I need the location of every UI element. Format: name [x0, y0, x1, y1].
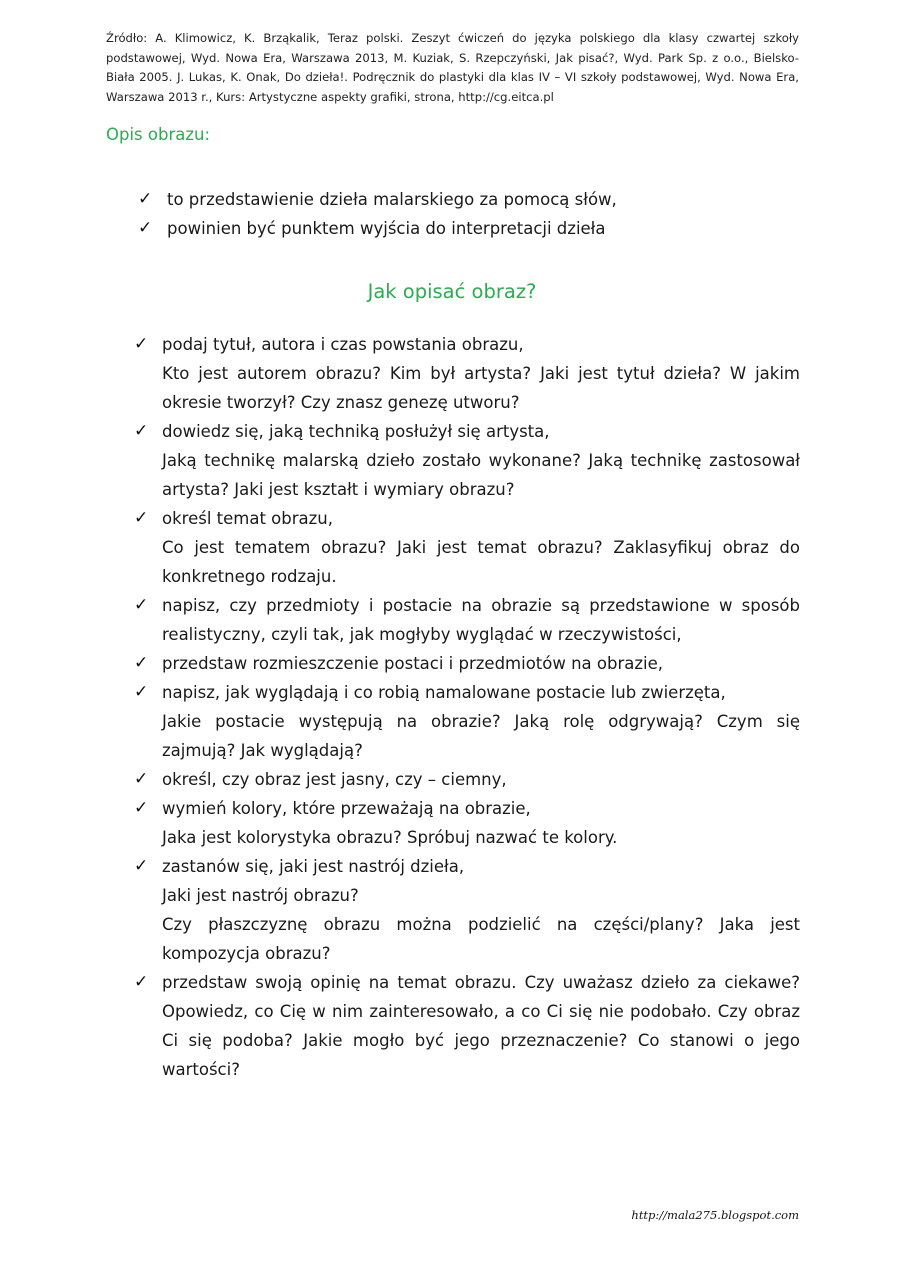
item-main-text: określ, czy obraz jest jasny, czy – ciemny, — [162, 770, 507, 789]
item-question-text: Co jest tematem obrazu? Jaki jest temat obrazu? Zaklasyfikuj obraz do konkretnego rodzaju. — [162, 538, 800, 586]
checkmark-icon: ✓ — [134, 682, 149, 702]
item-main-text: dowiedz się, jaką techniką posłużył się artysta, — [162, 422, 550, 441]
item-main-text: napisz, czy przedmioty i postacie na obrazie są przedstawione w sposób realistyczny, czyli tak, jak mogłyby wyglądać w rzeczywistości, — [162, 596, 800, 644]
instruction-list — [134, 330, 800, 1084]
checkmark-icon: ✓ — [134, 508, 149, 528]
item-question-text: Jaką technikę malarską dzieło zostało wykonane? Jaką technikę zastosował artysta? Jaki jest kształt i wymiary obrazu? — [162, 451, 800, 499]
item-main-text: przedstaw swoją opinię na temat obrazu. Czy uważasz dzieło za ciekawe? Opowiedz, co Cię w nim zainteresowało, a co Ci się nie podobało. Czy obraz Ci się podoba? Jakie mogło być jego przeznaczenie? Co stanowi o jego wartości? — [162, 973, 800, 1079]
item-main-text: wymień kolory, które przeważają na obrazie, — [162, 799, 531, 818]
item-main-text: podaj tytuł, autora i czas powstania obrazu, — [162, 335, 524, 354]
intro-item-text: powinien być punktem wyjścia do interpretacji dzieła — [167, 219, 606, 238]
checkmark-icon: ✓ — [134, 421, 149, 441]
list-item — [134, 330, 800, 417]
intro-item-text: to przedstawienie dzieła malarskiego za pomocą słów, — [167, 190, 617, 209]
checkmark-icon: ✓ — [134, 972, 149, 992]
blog-link[interactable]: http://mala275.blogspot.com — [631, 1208, 799, 1222]
item-question-text: Jaka jest kolorystyka obrazu? Spróbuj nazwać te kolory. — [162, 828, 618, 847]
item-question-text: Jakie postacie występują na obrazie? Jaką rolę odgrywają? Czym się zajmują? Jak wyglądają? — [162, 712, 800, 760]
list-item — [134, 504, 800, 591]
intro-item — [138, 185, 818, 214]
intro-list — [138, 185, 818, 243]
opis-heading: Opis obrazu: — [106, 125, 211, 144]
item-main-text: przedstaw rozmieszczenie postaci i przedmiotów na obrazie, — [162, 654, 664, 673]
list-item — [134, 417, 800, 504]
checkmark-icon: ✓ — [134, 769, 149, 789]
item-question-text: Kto jest autorem obrazu? Kim był artysta? Jaki jest tytuł dzieła? W jakim okresie tworzył? Czy znasz genezę utworu? — [162, 364, 800, 412]
list-item — [134, 591, 800, 649]
list-item — [134, 765, 800, 794]
item-question-text: Jaki jest nastrój obrazu? — [162, 886, 359, 905]
list-item — [134, 678, 800, 765]
source-note: Źródło: A. Klimowicz, K. Brząkalik, Teraz polski. Zeszyt ćwiczeń do języka polskiego dla klasy czwartej szkoły podstawowej, Wyd. Nowa Era, Warszawa 2013, M. Kuziak, S. Rzepczyński, Jak pisać?, Wyd. Park Sp. z o.o., Bielsko-Biała 2005. J. Lukas, K. Onak, Do dzieła!. Podręcznik do plastyki dla klas IV – VI szkoły podstawowej, Wyd. Nowa Era, Warszawa 2013 r., Kurs: Artystyczne aspekty grafiki, strona, http://cg.eitca.pl — [106, 31, 799, 104]
list-item — [134, 649, 800, 678]
page-title: Jak opisać obraz? — [367, 280, 537, 303]
item-main-text: napisz, jak wyglądają i co robią namalowane postacie lub zwierzęta, — [162, 683, 726, 702]
checkmark-icon: ✓ — [138, 189, 153, 209]
item-main-text: określ temat obrazu, — [162, 509, 333, 528]
item-main-text: zastanów się, jaki jest nastrój dzieła, — [162, 857, 465, 876]
list-item — [134, 852, 800, 968]
intro-item — [138, 214, 818, 243]
checkmark-icon: ✓ — [134, 334, 149, 354]
checkmark-icon: ✓ — [134, 798, 149, 818]
checkmark-icon: ✓ — [134, 595, 149, 615]
checkmark-icon: ✓ — [134, 653, 149, 673]
item-question-text: Czy płaszczyznę obrazu można podzielić na części/plany? Jaka jest kompozycja obrazu? — [162, 915, 800, 963]
list-item — [134, 968, 800, 1084]
list-item — [134, 794, 800, 852]
checkmark-icon: ✓ — [134, 856, 149, 876]
checkmark-icon: ✓ — [138, 218, 153, 238]
